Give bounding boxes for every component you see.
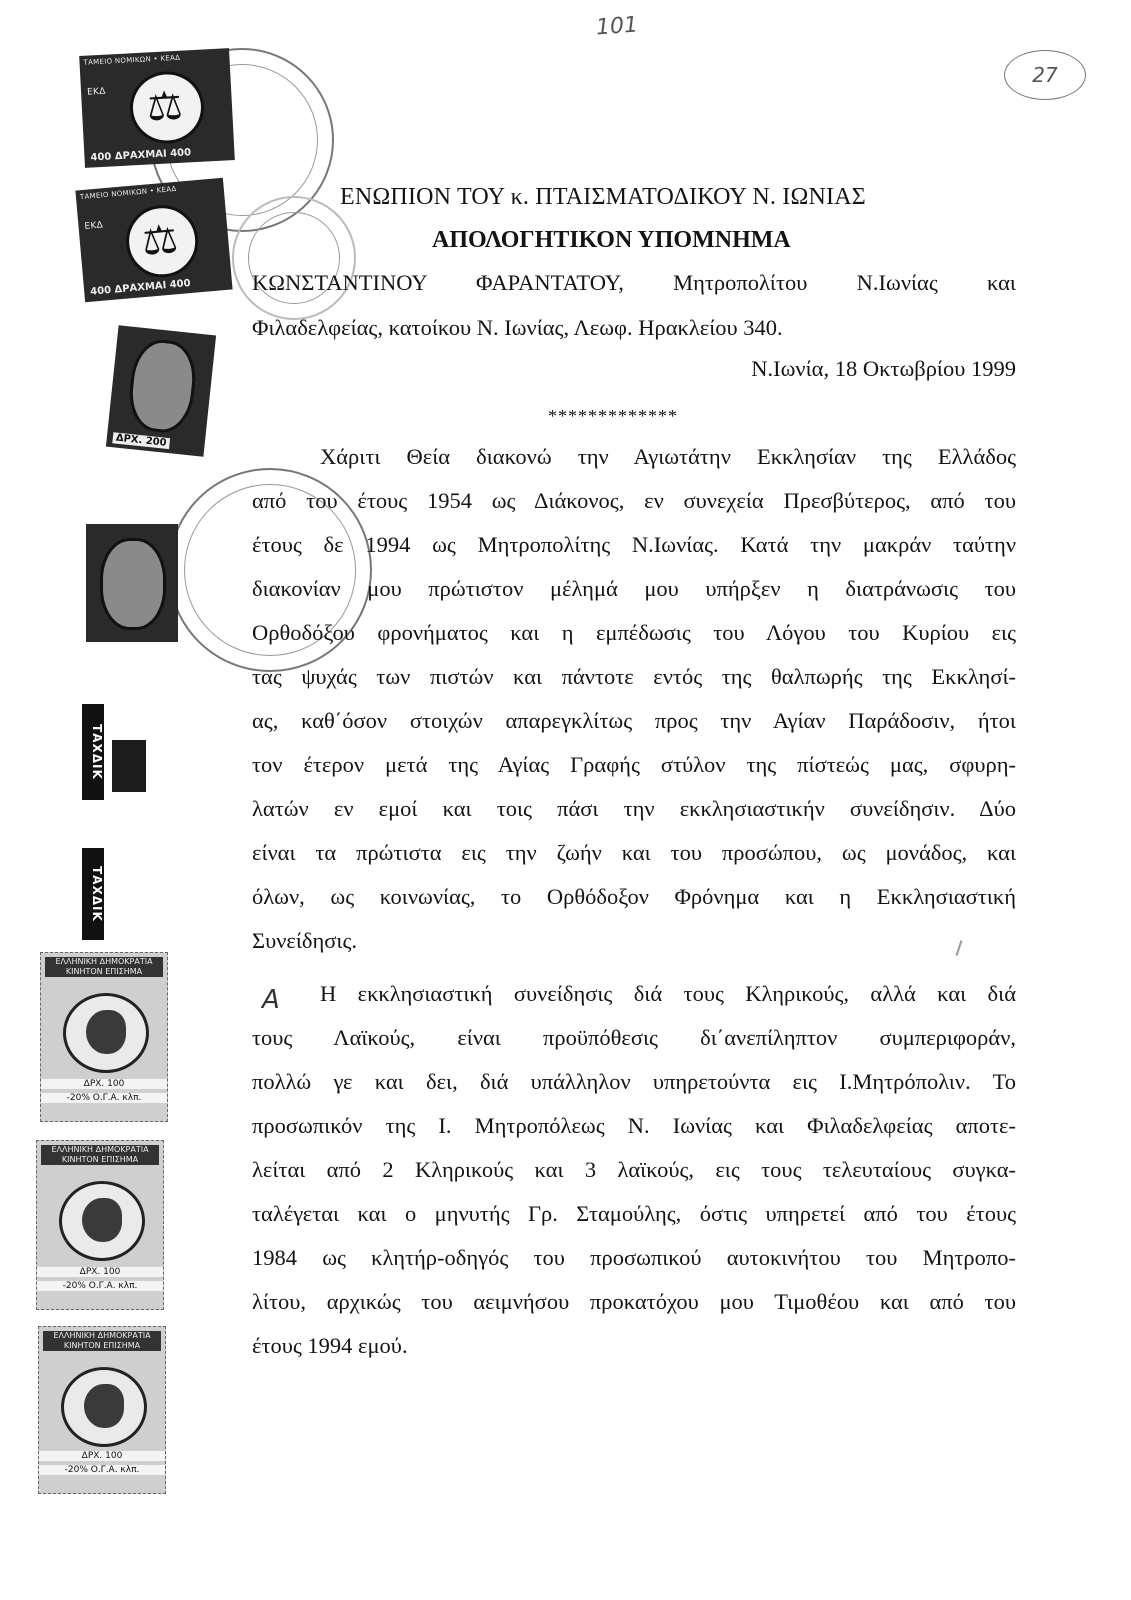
tax-stamp-2: ΤΑΧΔΙΚ [82, 848, 104, 940]
paragraph-line: Η εκκλησιαστική συνείδησις διά τους Κληρικούς, αλλά και διά [320, 981, 1016, 1006]
paragraph-line: τον έτερον μετά της Αγίας Γραφής στύλον της πίστεώς μας, σφυρη- [252, 752, 1016, 777]
coin-portrait-icon [63, 993, 149, 1073]
fee-stamp-caption: ΤΑΜΕΙΟ ΝΟΜΙΚΩΝ • ΚΕΑΔ [79, 184, 177, 202]
revenue-stamp-header: ΕΛΛΗΝΙΚΗ ΔΗΜΟΚΡΑΤΙΑ ΚΙΝΗΤΟΝ ΕΠΙΣΗΜΑ [45, 957, 163, 977]
document-title: ΑΠΟΛΟΓΗΤΙΚΟΝ ΥΠΟΜΝΗΜΑ [432, 227, 791, 253]
author-line: ΚΩΝΣΤΑΝΤΙΝΟΥ ΦΑΡΑΝΤΑΤΟΥ, Μητροπολίτου Ν.Ιωνίας και [252, 270, 1016, 295]
portrait-icon [126, 337, 199, 435]
fund-stamp-2 [86, 524, 178, 642]
revenue-stamp-header: ΕΛΛΗΝΙΚΗ ΔΗΜΟΚΡΑΤΙΑ ΚΙΝΗΤΟΝ ΕΠΙΣΗΜΑ [41, 1145, 159, 1165]
coin-portrait-icon [59, 1181, 145, 1261]
pen-tick-mark [956, 940, 963, 956]
revenue-stamp-sub: -20% Ο.Γ.Α. κλπ. [39, 1465, 165, 1475]
fee-stamp-value: 400 ΔΡΑΧΜΑΙ 400 [89, 277, 192, 298]
scales-of-justice-icon: ⚖ [145, 82, 184, 130]
revenue-stamp-2 [36, 1140, 164, 1310]
fee-stamp-1 [79, 48, 235, 168]
paragraph-line: προσωπικόν της Ι. Μητροπόλεως Ν. Ιωνίας και Φιλαδελφείας αποτε- [252, 1113, 1016, 1138]
revenue-stamp-3 [38, 1326, 166, 1494]
fund-stamp-1 [106, 325, 216, 457]
revenue-stamp-value: ΔΡΧ. 100 [39, 1451, 165, 1461]
paragraph-line: 1984 ως κλητήρ-οδηγός του προσωπικού αυτοκινήτου του Μητροπο- [252, 1245, 1016, 1270]
revenue-stamp-header: ΕΛΛΗΝΙΚΗ ΔΗΜΟΚΡΑΤΙΑ ΚΙΝΗΤΟΝ ΕΠΙΣΗΜΑ [43, 1331, 161, 1351]
separator: ************* [548, 406, 678, 426]
revenue-stamp-sub: -20% Ο.Γ.Α. κλπ. [37, 1281, 163, 1291]
paragraph-line: λατών εν εμοί και τοις πάσι την εκκλησιαστικήν συνείδησιν. Δύο [252, 796, 1016, 821]
revenue-stamp-1 [40, 952, 168, 1122]
fee-stamp-caption: ΤΑΜΕΙΟ ΝΟΜΙΚΩΝ • ΚΕΑΔ [83, 53, 181, 67]
fee-stamp-code: ΕΚΔ [84, 220, 104, 232]
handwritten-page-number: 101 [595, 12, 639, 41]
court-heading: ΕΝΩΠΙΟΝ ΤΟΥ κ. ΠΤΑΙΣΜΑΤΟΔΙΚΟΥ Ν. ΙΩΝΙΑΣ [340, 184, 866, 210]
revenue-stamp-value: ΔΡΧ. 100 [37, 1267, 163, 1277]
paragraph-line: λίτου, αρχικώς του αειμνήσου προκατόχου μου Τιμοθέου και από του [252, 1289, 1016, 1314]
paragraph-line: έτους 1994 εμού. [252, 1333, 408, 1358]
fee-stamp-2 [75, 178, 232, 302]
paragraph-line: διακονίαν μου πρώτιστον μέλημά μου υπήρξεν η διατράνωσις του [252, 576, 1016, 601]
portrait-icon [100, 538, 166, 630]
paragraph-line: λείται από 2 Κληρικούς και 3 λαϊκούς, εις τους τελευταίους συγκα- [252, 1157, 1016, 1182]
handwritten-margin-mark: A [262, 985, 280, 1015]
paragraph-line: όλων, ως κοινωνίας, το Ορθόδοξον Φρόνημα και η Εκκλησιαστική [252, 884, 1016, 909]
revenue-stamp-value: ΔΡΧ. 100 [41, 1079, 167, 1089]
paragraph-line: τας ψυχάς των πιστών και πάντοτε εντός της θαλπωρής της Εκκλησί- [252, 664, 1016, 689]
handwritten-sheet-number: 27 [1004, 50, 1086, 100]
fee-stamp-code: ΕΚΔ [86, 86, 106, 98]
paragraph-line: ας, καθ΄όσον στοιχών απαρεγκλίτως προς την Αγίαν Παράδοσιν, ήτοι [252, 708, 1016, 733]
scales-emblem [128, 70, 206, 146]
scales-of-justice-icon: ⚖ [140, 216, 180, 264]
paragraph-line: τους Λαϊκούς, είναι προϋπόθεσις δι΄ανεπίληπτον συμπεριφοράν, [252, 1025, 1016, 1050]
revenue-stamp-sub: -20% Ο.Γ.Α. κλπ. [41, 1093, 167, 1103]
fund-stamp-value: ΔΡΧ. 200 [112, 432, 170, 449]
fee-stamp-value: 400 ΔΡΑΧΜΑΙ 400 [90, 147, 192, 164]
paragraph-line: Χάριτι Θεία διακονώ την Αγιωτάτην Εκκλησίαν της Ελλάδος [320, 444, 1016, 469]
scales-stamp-fragment [112, 740, 146, 792]
author-line: Φιλαδελφείας, κατοίκου Ν. Ιωνίας, Λεωφ. Ηρακλείου 340. [252, 315, 783, 340]
paragraph-line: Ορθοδόξου φρονήματος και η εμπέδωσις του Λόγου του Κυρίου εις [252, 620, 1016, 645]
tax-stamp-1: ΤΑΧΔΙΚ [82, 704, 104, 800]
paragraph-line: ταλέγεται και ο μηνυτής Γρ. Σταμούλης, όστις υπηρετεί από του έτους [252, 1201, 1016, 1226]
paragraph-line: πολλώ γε και δει, διά υπάλληλον υπηρετούντα εις Ι.Μητρόπολιν. Το [252, 1069, 1016, 1094]
paragraph-line: έτους δε 1994 ως Μητροπολίτης Ν.Ιωνίας. Κατά την μακράν ταύτην [252, 532, 1016, 557]
paragraph-line: είναι τα πρώτιστα εις την ζωήν και του προσώπου, ως μονάδος, και [252, 840, 1016, 865]
paragraph-line: από του έτους 1954 ως Διάκονος, εν συνεχεία Πρεσβύτερος, από του [252, 488, 1016, 513]
official-seal-faint [232, 196, 356, 320]
document-date: Ν.Ιωνία, 18 Οκτωβρίου 1999 [751, 356, 1016, 381]
coin-portrait-icon [61, 1367, 147, 1447]
paragraph-line: Συνείδησις. [252, 928, 357, 953]
